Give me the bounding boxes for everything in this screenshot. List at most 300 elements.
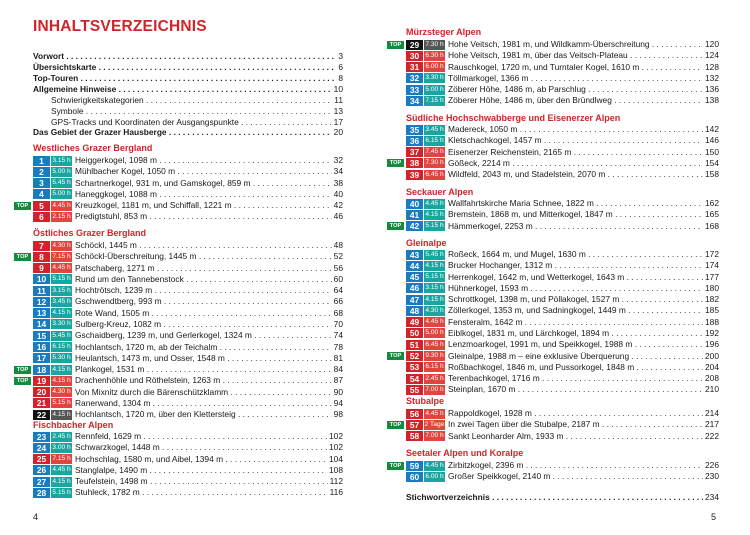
tour-title: Rund um den Tannebenstock . . . (75, 274, 332, 285)
toc-label: Schwierigkeitskategorien . . . (51, 95, 332, 106)
tour-title: Gößeck, 2214 m . . . (448, 158, 703, 169)
tour-title: Schwarzkogel, 1448 m . . . (75, 442, 327, 453)
tour-entry[interactable] (406, 198, 719, 209)
tour-number: 25 (33, 454, 50, 464)
tour-page: 222 (705, 430, 719, 441)
tour-number: 14 (33, 319, 50, 329)
tour-title: Sankt Leonharder Alm, 1933 m . . . (448, 431, 703, 442)
tour-entry[interactable] (33, 375, 343, 386)
tour-title: Rennfeld, 1629 m . . . (75, 431, 327, 442)
section-title: Westliches Grazer Bergland (33, 143, 153, 153)
tour-duration: 4.15 h (52, 477, 71, 485)
tour-duration: 3.30 h (52, 320, 71, 328)
tour-title: Töllmarkogel, 1366 m . . . (448, 73, 703, 84)
top-badge: TOP (387, 222, 404, 230)
tour-title: Predigtstuhl, 853 m . . . (75, 211, 332, 222)
tour-page: 116 (329, 487, 343, 498)
section-title: Südliche Hochschwabberge und Eisenerzer Alpen (406, 113, 621, 123)
tour-page: 78 (333, 341, 343, 352)
tour-number: 21 (33, 398, 50, 408)
tour-duration: 6.30 h (425, 51, 444, 59)
tour-page: 74 (333, 330, 343, 341)
tour-number: 28 (33, 488, 50, 498)
tour-number: 27 (33, 477, 50, 487)
tour-entry[interactable] (33, 465, 343, 476)
tour-duration: 4.15 h (52, 309, 71, 317)
tour-entry[interactable] (33, 409, 343, 420)
tour-page: 230 (705, 471, 719, 482)
tour-title: Rauschkogel, 1720 m, und Turntaler Kogel, 1610 m . . . (448, 62, 703, 73)
tour-entry[interactable] (406, 124, 719, 135)
tour-title: Gleinalpe, 1988 m – eine exklusive Überquerung . . . (448, 351, 703, 362)
tour-page: 68 (333, 307, 343, 318)
tour-title: Brucker Hochanger, 1312 m . . . (448, 260, 703, 271)
tour-title: Hohe Veitsch, 1981 m, über das Veitsch-Plateau . . . (448, 50, 703, 61)
tour-number: 6 (33, 212, 50, 222)
tour-page: 90 (333, 386, 343, 397)
tour-duration: 5.15 h (52, 488, 71, 496)
tour-number: 3 (33, 178, 50, 188)
tour-page: 174 (705, 260, 719, 271)
tour-entry[interactable] (33, 296, 343, 307)
tour-entry[interactable] (406, 135, 719, 146)
tour-duration: 4.30 h (52, 388, 71, 396)
tour-number: 22 (33, 410, 50, 420)
tour-title: Hochschlag, 1580 m, und Aibel, 1394 m . . . (75, 454, 327, 465)
tour-page: 56 (333, 262, 343, 273)
tour-entry[interactable] (406, 95, 719, 106)
tour-entry[interactable] (406, 158, 719, 169)
tour-title: Lenzmoarkogel, 1991 m, und Speikkogel, 1988 m . . . (448, 339, 703, 350)
tour-entry[interactable] (33, 211, 343, 222)
tour-title: Mühlbacher Kogel, 1050 m . . . (75, 166, 332, 177)
tour-number: 34 (406, 96, 423, 106)
tour-number: 46 (406, 283, 423, 293)
tour-page: 158 (705, 169, 719, 180)
tour-entry[interactable] (406, 62, 719, 73)
tour-number: 49 (406, 317, 423, 327)
tour-title: Wallfahrtskirche Maria Schnee, 1822 m . . . (448, 198, 703, 209)
tour-duration: 7.15 h (52, 455, 71, 463)
toc-label: Übersichtskarte . . . (33, 62, 336, 73)
tour-duration: 3.15 h (52, 286, 71, 294)
tour-number: 4 (33, 189, 50, 199)
tour-entry[interactable] (33, 387, 343, 398)
tour-entry[interactable] (406, 431, 719, 442)
tour-duration: 3.00 h (52, 443, 71, 451)
tour-title: Schrottkogel, 1398 m, und Pöllakogel, 1527 m . . . (448, 294, 703, 305)
toc-label: GPS-Tracks und Koordinaten der Ausgangspunkte . . . (51, 117, 332, 128)
tour-page: 210 (705, 384, 719, 395)
tour-entry[interactable] (33, 431, 343, 442)
tour-entry[interactable] (33, 285, 343, 296)
tour-duration: 4.30 h (425, 306, 444, 314)
tour-number: 16 (33, 342, 50, 352)
tour-entry[interactable] (406, 147, 719, 158)
tour-page: 208 (705, 373, 719, 384)
tour-page: 192 (705, 327, 719, 338)
tour-page: 48 (333, 240, 343, 250)
toc-page: 20 (333, 127, 343, 137)
tour-number: 36 (406, 136, 423, 146)
tour-page: 200 (705, 350, 719, 361)
tour-page: 217 (705, 419, 719, 430)
page-title: INHALTSVERZEICHNIS (33, 18, 207, 35)
tour-page: 94 (333, 397, 343, 408)
tour-duration: 7.30 h (425, 159, 444, 167)
tour-title: Schartnerkogel, 931 m, und Gamskogel, 859 m . . . (75, 178, 332, 189)
tour-title: Haneggkogel, 1088 m . . . (75, 189, 332, 200)
tour-page: 128 (705, 61, 719, 72)
tour-title: Hühnerkogel, 1593 m . . . (448, 283, 703, 294)
tour-page: 136 (705, 84, 719, 95)
tour-duration: 5.15 h (52, 275, 71, 283)
tour-page: 108 (329, 464, 343, 475)
right-page (375, 0, 750, 535)
tour-page: 81 (333, 352, 343, 363)
tour-entry[interactable] (406, 283, 719, 294)
tour-page: 188 (705, 316, 719, 327)
tour-entry[interactable] (406, 362, 719, 373)
tour-duration: 7.15 h (52, 252, 71, 260)
tour-duration: 2.15 h (52, 212, 71, 220)
toc-entry[interactable] (51, 106, 343, 117)
tour-title: Sulberg-Kreuz, 1082 m . . . (75, 319, 332, 330)
tour-title: Schöckl, 1445 m . . . (75, 240, 332, 251)
tour-title: Großer Speikkogel, 2140 m . . . (448, 471, 703, 482)
tour-duration: 2.45 h (425, 374, 444, 382)
tour-page: 64 (333, 285, 343, 296)
top-badge: TOP (14, 202, 31, 210)
tour-title: Drachenhöhle und Röthelstein, 1263 m . . . (75, 375, 332, 386)
section-title: Gleinalpe (406, 238, 447, 248)
toc-entry[interactable] (33, 84, 343, 95)
tour-title: Stuhleck, 1782 m . . . (75, 487, 328, 498)
tour-entry[interactable] (406, 460, 719, 471)
tour-entry[interactable] (33, 263, 343, 274)
tour-duration: 5.30 h (52, 354, 71, 362)
tour-duration: 4.15 h (425, 261, 444, 269)
tour-duration: 5.15 h (425, 273, 444, 281)
toc-entry[interactable] (33, 51, 343, 62)
tour-entry[interactable] (33, 155, 343, 166)
tour-page: 40 (333, 188, 343, 199)
tour-entry[interactable] (33, 200, 343, 211)
tour-entry[interactable] (33, 398, 343, 409)
tour-number: 39 (406, 170, 423, 180)
tour-number: 43 (406, 250, 423, 260)
toc-label: Symbole . . . (51, 106, 332, 117)
tour-entry[interactable] (33, 476, 343, 487)
tour-entry[interactable] (406, 373, 719, 384)
tour-entry[interactable] (33, 442, 343, 453)
tour-entry[interactable] (33, 364, 343, 375)
tour-title: Heulantsch, 1473 m, und Osser, 1548 m . . . (75, 353, 332, 364)
tour-page: 32 (333, 155, 343, 165)
top-badge: TOP (387, 41, 404, 49)
tour-entry[interactable] (33, 166, 343, 177)
tour-duration: 4.15 h (425, 210, 444, 218)
tour-number: 52 (406, 351, 423, 361)
tour-title: Teufelstein, 1498 m . . . (75, 476, 328, 487)
tour-entry[interactable] (33, 274, 343, 285)
tour-duration: 3.30 h (425, 74, 444, 82)
tour-duration: 4.15 h (52, 376, 71, 384)
tour-number: 40 (406, 199, 423, 209)
tour-title: Herrenkogel, 1642 m, und Wetterkogel, 1643 m . . . (448, 272, 703, 283)
tour-number: 30 (406, 51, 423, 61)
tour-title: Eisenerzer Reichenstein, 2165 m . . . (448, 147, 703, 158)
toc-page: 8 (338, 73, 343, 83)
tour-number: 54 (406, 374, 423, 384)
tour-number: 15 (33, 331, 50, 341)
top-badge: TOP (14, 253, 31, 261)
tour-duration: 4.45 h (52, 466, 71, 474)
tour-number: 48 (406, 306, 423, 316)
tour-title: Eiblkogel, 1831 m, und Lärchkogel, 1894 m . . . (448, 328, 703, 339)
tour-page: 180 (705, 282, 719, 293)
tour-number: 9 (33, 263, 50, 273)
tour-entry[interactable] (406, 419, 719, 430)
tour-title: Hochtrötsch, 1239 m . . . (75, 285, 332, 296)
tour-number: 17 (33, 353, 50, 363)
tour-entry[interactable] (33, 178, 343, 189)
tour-duration: 6.45 h (425, 340, 444, 348)
tour-title: Hohe Veitsch, 1981 m, und Wildkamm-Überschreitung . . . (448, 39, 703, 50)
tour-entry[interactable] (406, 209, 719, 220)
toc-entry[interactable] (33, 73, 343, 84)
toc-page: 10 (333, 84, 343, 94)
top-badge: TOP (387, 159, 404, 167)
tour-title: Roßeck, 1664 m, und Mugel, 1630 m . . . (448, 249, 703, 260)
tour-title: Stanglalpe, 1490 m . . . (75, 465, 327, 476)
tour-duration: 3.15 h (52, 156, 71, 164)
tour-page: 102 (329, 442, 343, 453)
tour-entry[interactable] (33, 454, 343, 465)
tour-page: 34 (333, 166, 343, 177)
tour-number: 44 (406, 261, 423, 271)
top-badge: TOP (387, 352, 404, 360)
tour-entry[interactable] (406, 169, 719, 180)
tour-number: 13 (33, 308, 50, 318)
tour-duration: 4.15 h (52, 410, 71, 418)
toc-page: 6 (338, 62, 343, 72)
tour-title: Zöllerkogel, 1353 m, und Sadningkogel, 1449 m . . . (448, 305, 703, 316)
tour-entry[interactable] (406, 84, 719, 95)
tour-page: 87 (333, 375, 343, 386)
tour-number: 20 (33, 387, 50, 397)
tour-title: Rote Wand, 1505 m . . . (75, 308, 332, 319)
tour-entry[interactable] (33, 251, 343, 262)
tour-page: 42 (333, 200, 343, 211)
section-title: Östliches Grazer Bergland (33, 228, 147, 238)
tour-title: Ranerwand, 1304 m . . . (75, 398, 332, 409)
tour-title: Madereck, 1050 m . . . (448, 124, 703, 135)
tour-title: Roßbachkogel, 1846 m, und Pussorkogel, 1848 m . . . (448, 362, 703, 373)
tour-entry[interactable] (33, 342, 343, 353)
tour-number: 41 (406, 210, 423, 220)
tour-page: 226 (705, 460, 719, 470)
tour-page: 60 (333, 273, 343, 284)
tour-number: 24 (33, 443, 50, 453)
tour-duration: 6.45 h (425, 170, 444, 178)
tour-number: 45 (406, 272, 423, 282)
tour-page: 168 (705, 220, 719, 231)
tour-title: In zwei Tagen über die Stubalpe, 2187 m . . . (448, 419, 703, 430)
page-number-right: 5 (711, 512, 717, 522)
tour-title: Rappoldkogel, 1928 m . . . (448, 408, 703, 419)
toc-label: Das Gebiet der Grazer Hausberge . . . (33, 127, 332, 138)
tour-entry[interactable] (406, 272, 719, 283)
top-badge: TOP (14, 377, 31, 385)
tour-duration: 5.45 h (425, 250, 444, 258)
tour-entry[interactable] (406, 328, 719, 339)
tour-duration: 4.45 h (425, 199, 444, 207)
tour-duration: 4.45 h (52, 264, 71, 272)
tour-entry[interactable] (406, 294, 719, 305)
tour-number: 57 (406, 420, 423, 430)
tour-duration: 4.45 h (425, 318, 444, 326)
tour-entry[interactable] (406, 471, 719, 482)
tour-duration: 5.45 h (52, 179, 71, 187)
toc-entry[interactable] (33, 127, 343, 138)
tour-title: Bremstein, 1868 m, und Mitterkogel, 1847 m . . . (448, 209, 703, 220)
tour-number: 7 (33, 241, 50, 251)
tour-duration: 4.45 h (52, 201, 71, 209)
top-badge: TOP (14, 366, 31, 374)
tour-number: 11 (33, 286, 50, 296)
tour-number: 10 (33, 274, 50, 284)
tour-title: Zöberer Höhe, 1486 m, ab Parschlug . . . (448, 84, 703, 95)
tour-duration: 7.00 h (425, 432, 444, 440)
tour-number: 56 (406, 409, 423, 419)
tour-page: 66 (333, 296, 343, 307)
tour-duration: 2 Tage (424, 420, 445, 428)
tour-number: 37 (406, 147, 423, 157)
tour-duration: 6.15 h (425, 363, 444, 371)
index-page: 234 (705, 492, 719, 502)
tour-duration: 2.45 h (52, 432, 71, 440)
tour-entry[interactable] (406, 351, 719, 362)
tour-number: 23 (33, 432, 50, 442)
top-badge: TOP (387, 462, 404, 470)
tour-duration: 5.00 h (425, 85, 444, 93)
tour-duration: 6.15 h (425, 136, 444, 144)
tour-number: 50 (406, 328, 423, 338)
tour-page: 146 (705, 135, 719, 146)
page-number-left: 4 (33, 512, 39, 522)
tour-number: 60 (406, 472, 423, 482)
tour-title: Wildfeld, 2043 m, und Stadelstein, 2070 m . . . (448, 169, 703, 180)
toc-page: 11 (334, 95, 343, 105)
tour-entry[interactable] (33, 330, 343, 341)
tour-entry[interactable] (406, 305, 719, 316)
tour-duration: 5.45 h (52, 331, 71, 339)
tour-duration: 5.00 h (52, 167, 71, 175)
tour-number: 1 (33, 156, 50, 166)
toc-label: Allgemeine Hinweise . . . (33, 84, 332, 95)
tour-duration: 7.00 h (425, 385, 444, 393)
tour-entry[interactable] (406, 339, 719, 350)
tour-page: 84 (333, 364, 343, 375)
tour-duration: 4.15 h (425, 295, 444, 303)
tour-number: 47 (406, 295, 423, 305)
section-title: Seckauer Alpen (406, 187, 474, 197)
tour-number: 38 (406, 158, 423, 168)
index-entry[interactable] (406, 492, 719, 503)
tour-entry[interactable] (33, 319, 343, 330)
tour-entry[interactable] (406, 260, 719, 271)
tour-duration: 5.15 h (52, 399, 71, 407)
tour-entry[interactable] (33, 189, 343, 200)
tour-entry[interactable] (406, 50, 719, 61)
tour-title: Fensteralm, 1642 m . . . (448, 317, 703, 328)
tour-page: 124 (705, 50, 719, 61)
tour-page: 98 (333, 409, 343, 420)
toc-entry[interactable] (33, 62, 343, 73)
tour-entry[interactable] (406, 249, 719, 260)
tour-page: 165 (705, 209, 719, 220)
tour-number: 51 (406, 340, 423, 350)
tour-number: 32 (406, 73, 423, 83)
tour-number: 18 (33, 365, 50, 375)
tour-duration: 4.15 h (52, 365, 71, 373)
tour-entry[interactable] (406, 384, 719, 395)
tour-duration: 6.00 h (425, 63, 444, 71)
tour-duration: 4.30 h (52, 241, 71, 249)
index-label: Stichwortverzeichnis . . . (406, 492, 703, 503)
tour-page: 138 (705, 95, 719, 106)
tour-entry[interactable] (33, 487, 343, 498)
tour-title: Hochlantsch, 1720 m, über den Klettersteig . . . (75, 409, 332, 420)
tour-page: 132 (705, 72, 719, 83)
tour-number: 35 (406, 125, 423, 135)
tour-number: 33 (406, 85, 423, 95)
tour-title: Schöckl-Überschreitung, 1445 m . . . (75, 251, 332, 262)
tour-title: Hämmerkogel, 2253 m . . . (448, 221, 703, 232)
tour-page: 204 (705, 361, 719, 372)
tour-duration: 9.30 h (425, 352, 444, 360)
tour-duration: 3.45 h (425, 125, 444, 133)
section-title: Seetaler Alpen und Koralpe (406, 448, 524, 458)
tour-number: 31 (406, 62, 423, 72)
tour-page: 104 (329, 453, 343, 464)
tour-duration: 4.45 h (425, 409, 444, 417)
tour-page: 172 (705, 249, 719, 259)
tour-number: 8 (33, 252, 50, 262)
tour-duration: 3.45 h (52, 297, 71, 305)
tour-number: 29 (406, 40, 423, 50)
tour-title: Plankogel, 1531 m . . . (75, 364, 332, 375)
tour-page: 177 (705, 271, 719, 282)
toc-entry[interactable] (51, 95, 343, 106)
tour-entry[interactable] (406, 39, 719, 50)
tour-page: 214 (705, 408, 719, 418)
tour-entry[interactable] (406, 317, 719, 328)
tour-entry[interactable] (406, 73, 719, 84)
tour-entry[interactable] (33, 308, 343, 319)
tour-number: 55 (406, 385, 423, 395)
tour-title: Hochlantsch, 1720 m, ab der Teichalm . . . (75, 342, 332, 353)
tour-number: 2 (33, 167, 50, 177)
tour-duration: 6.00 h (425, 472, 444, 480)
tour-entry[interactable] (406, 221, 719, 232)
tour-entry[interactable] (33, 353, 343, 364)
tour-duration: 7.45 h (425, 148, 444, 156)
tour-entry[interactable] (406, 408, 719, 419)
tour-number: 5 (33, 201, 50, 211)
tour-entry[interactable] (33, 240, 343, 251)
